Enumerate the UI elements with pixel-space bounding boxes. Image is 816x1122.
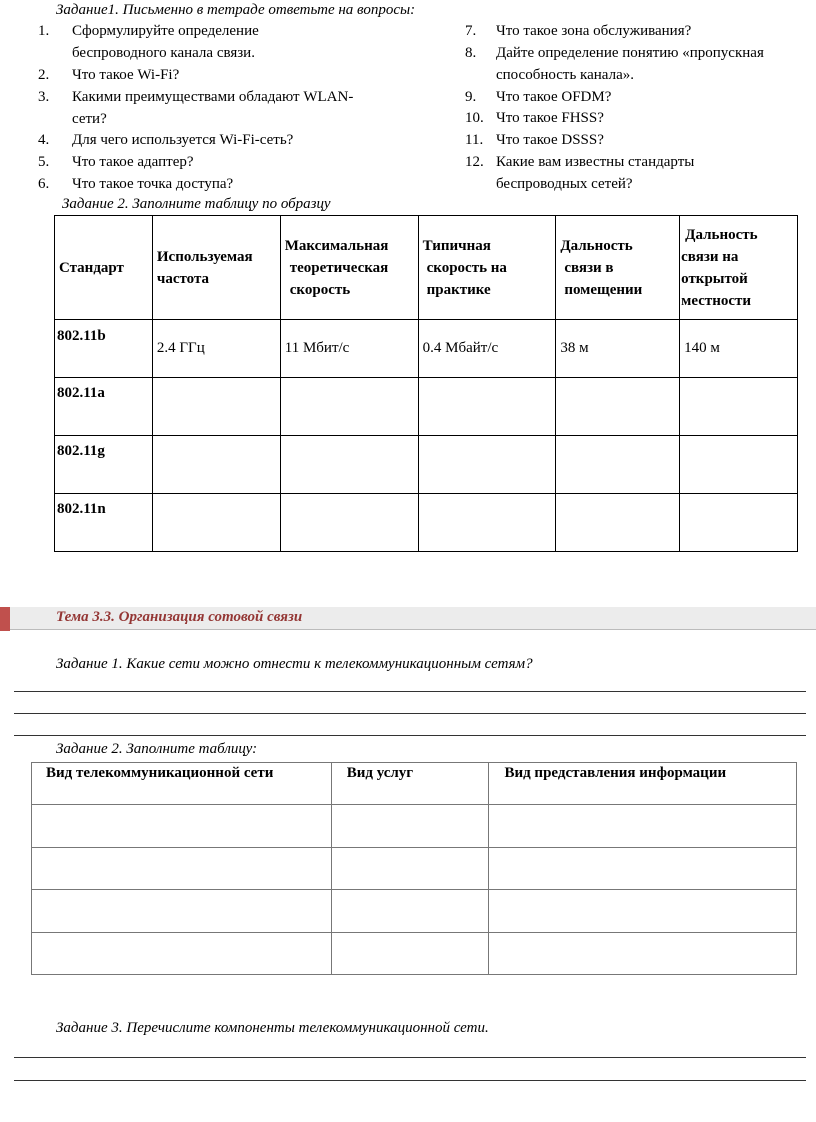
header-cell bbox=[418, 216, 556, 320]
header-line: скорость на bbox=[426, 259, 507, 276]
table-cell[interactable] bbox=[489, 890, 797, 933]
question-text: Сформулируйте определение bbox=[72, 23, 259, 39]
table-cell[interactable] bbox=[331, 805, 489, 848]
table-cell[interactable] bbox=[556, 378, 680, 436]
telecom-table bbox=[31, 762, 797, 975]
question-text: Что такое Wi-Fi? bbox=[72, 67, 180, 83]
standard-cell: 802.11a bbox=[55, 378, 153, 436]
question-text: Что такое FHSS? bbox=[496, 110, 604, 126]
header-line: местности bbox=[681, 292, 752, 309]
table-cell[interactable] bbox=[418, 494, 556, 552]
question-text: Что такое DSSS? bbox=[496, 132, 604, 148]
header-cell bbox=[152, 216, 280, 320]
header-line: помещении bbox=[564, 281, 643, 298]
question-number: 2. bbox=[38, 67, 50, 83]
task2-title: Задание 2. Заполните таблицу по образцу bbox=[62, 196, 331, 212]
header-cell: Вид телекоммуникационной сети bbox=[32, 763, 332, 805]
topic-title: Тема 3.3. Организация сотовой связи bbox=[56, 609, 303, 625]
table-cell[interactable] bbox=[489, 848, 797, 890]
standard-cell: 802.11g bbox=[55, 436, 153, 494]
table-row bbox=[32, 890, 797, 933]
table-cell[interactable] bbox=[331, 890, 489, 933]
table-cell: 2.4 ГГц bbox=[152, 320, 280, 378]
table-row bbox=[55, 494, 798, 552]
question-text: способность канала». bbox=[496, 67, 634, 83]
table-header-row bbox=[55, 216, 798, 320]
table-cell[interactable] bbox=[32, 890, 332, 933]
header-line: Дальность bbox=[685, 226, 758, 243]
answer-line[interactable] bbox=[14, 713, 806, 714]
question-number: 7. bbox=[465, 23, 477, 39]
table-cell[interactable] bbox=[418, 436, 556, 494]
table-cell[interactable] bbox=[152, 436, 280, 494]
header-cell: Вид представления информации bbox=[489, 763, 797, 805]
header-line: частота bbox=[156, 270, 210, 287]
table-cell: 0.4 Мбайт/с bbox=[418, 320, 556, 378]
header-line: Типичная bbox=[422, 237, 491, 254]
section2-task1: Задание 1. Какие сети можно отнести к телекоммуникационным сетям? bbox=[56, 656, 533, 672]
header-line: Стандарт bbox=[59, 259, 124, 276]
task1-title: Задание1. Письменно в тетраде ответьте на вопросы: bbox=[56, 2, 416, 18]
table-cell[interactable] bbox=[680, 378, 798, 436]
table-cell[interactable] bbox=[152, 494, 280, 552]
table-cell[interactable] bbox=[418, 378, 556, 436]
header-line: открытой bbox=[681, 270, 748, 287]
header-cell: Вид услуг bbox=[331, 763, 489, 805]
answer-line[interactable] bbox=[14, 1057, 806, 1058]
table-cell[interactable] bbox=[152, 378, 280, 436]
answer-line[interactable] bbox=[14, 1080, 806, 1081]
section2-task3: Задание 3. Перечислите компоненты телекоммуникационной сети. bbox=[56, 1020, 489, 1036]
topic-banner bbox=[0, 607, 816, 631]
question-number: 11. bbox=[465, 132, 484, 148]
table-cell[interactable] bbox=[280, 494, 418, 552]
table-cell[interactable] bbox=[331, 848, 489, 890]
table-row bbox=[32, 848, 797, 890]
header-line: Дальность bbox=[560, 237, 633, 254]
standard-cell: 802.11b bbox=[55, 320, 153, 378]
table-cell[interactable] bbox=[556, 494, 680, 552]
header-line: Используемая bbox=[156, 248, 253, 265]
table-cell[interactable] bbox=[331, 933, 489, 975]
question-number: 1. bbox=[38, 23, 50, 39]
table-row bbox=[55, 436, 798, 494]
question-text: Что такое OFDM? bbox=[496, 89, 612, 105]
question-text: Что такое точка доступа? bbox=[72, 176, 234, 192]
section2-task2: Задание 2. Заполните таблицу: bbox=[56, 741, 258, 757]
question-number: 4. bbox=[38, 132, 50, 148]
question-text: беспроводного канала связи. bbox=[72, 45, 255, 61]
question-number: 10. bbox=[465, 110, 484, 126]
header-cell bbox=[280, 216, 418, 320]
header-line: практике bbox=[426, 281, 491, 298]
table-cell[interactable] bbox=[489, 933, 797, 975]
table-row bbox=[32, 805, 797, 848]
header-line: связи на bbox=[681, 248, 739, 265]
question-number: 8. bbox=[465, 45, 477, 61]
header-line: теоретическая bbox=[289, 259, 389, 276]
question-number: 3. bbox=[38, 89, 50, 105]
table-cell: 11 Мбит/с bbox=[280, 320, 418, 378]
header-cell bbox=[680, 216, 798, 320]
table-cell[interactable] bbox=[32, 805, 332, 848]
question-text: Что такое адаптер? bbox=[72, 154, 194, 170]
question-number: 9. bbox=[465, 89, 477, 105]
question-text: беспроводных сетей? bbox=[496, 176, 633, 192]
question-number: 5. bbox=[38, 154, 50, 170]
table-cell: 140 м bbox=[680, 320, 798, 378]
standard-cell: 802.11n bbox=[55, 494, 153, 552]
answer-line[interactable] bbox=[14, 691, 806, 692]
question-number: 6. bbox=[38, 176, 50, 192]
question-text: Что такое зона обслуживания? bbox=[496, 23, 692, 39]
table-cell[interactable] bbox=[32, 933, 332, 975]
wifi-standards-table bbox=[54, 215, 798, 552]
question-text: Какие вам известны стандарты bbox=[496, 154, 695, 170]
table-cell[interactable] bbox=[556, 436, 680, 494]
table-row bbox=[55, 378, 798, 436]
question-text: Какими преимуществами обладают WLAN- bbox=[72, 89, 354, 105]
table-cell[interactable] bbox=[280, 436, 418, 494]
answer-line[interactable] bbox=[14, 735, 806, 736]
table-cell[interactable] bbox=[680, 436, 798, 494]
table-cell: 38 м bbox=[556, 320, 680, 378]
header-line: скорость bbox=[289, 281, 351, 298]
header-cell bbox=[55, 216, 153, 320]
header-line: связи в bbox=[564, 259, 614, 276]
question-text: Дайте определение понятию «пропускная bbox=[496, 45, 764, 61]
table-row bbox=[55, 320, 798, 378]
table-cell[interactable] bbox=[680, 494, 798, 552]
table-cell[interactable] bbox=[32, 848, 332, 890]
table-header-row bbox=[32, 763, 797, 805]
header-cell bbox=[556, 216, 680, 320]
table-cell[interactable] bbox=[489, 805, 797, 848]
banner-accent-bar bbox=[0, 607, 10, 631]
header-line: Максимальная bbox=[284, 237, 389, 254]
table-row bbox=[32, 933, 797, 975]
table-cell[interactable] bbox=[280, 378, 418, 436]
question-number: 12. bbox=[465, 154, 484, 170]
question-text: сети? bbox=[72, 111, 107, 127]
question-text: Для чего используется Wi-Fi-сеть? bbox=[72, 132, 294, 148]
